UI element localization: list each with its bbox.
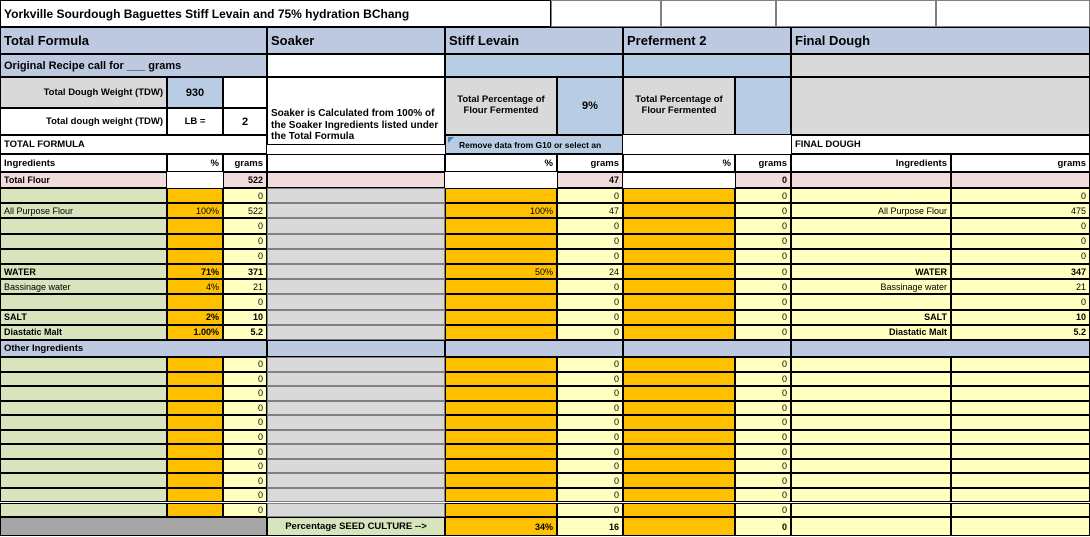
soaker-blank-1[interactable] — [267, 54, 445, 77]
tf-ingredient-pct-0[interactable] — [167, 188, 223, 203]
soaker-cell-9[interactable] — [267, 325, 445, 340]
header-total-formula: Total Formula — [0, 27, 267, 54]
p2-pct-2[interactable] — [623, 218, 735, 233]
fd-ingredient-grams-4[interactable] — [951, 415, 1090, 430]
fd-other-banner — [791, 340, 1090, 357]
p2-grams-6[interactable]: 0 — [735, 279, 791, 294]
tf-ingredient-grams-10[interactable]: 0 — [223, 503, 267, 518]
p2-grams-3[interactable]: 0 — [735, 401, 791, 416]
fd-total-flour-grams[interactable] — [951, 172, 1090, 188]
fd-ingredient-name-5[interactable] — [791, 430, 951, 445]
sl-total-flour-grams[interactable]: 47 — [557, 172, 623, 188]
soaker-cell-0[interactable] — [267, 188, 445, 203]
tf-ingredient-name-10[interactable] — [0, 503, 167, 518]
fd-ingredient-name-1[interactable]: All Purpose Flour — [791, 203, 951, 218]
fd-col-ingredients: Ingredients — [791, 154, 951, 172]
p2-pct-5[interactable] — [623, 430, 735, 445]
lb-equals-label: LB = — [167, 108, 223, 135]
tf-ingredient-pct-5[interactable]: 71% — [167, 264, 223, 279]
tf-ingredient-grams-0[interactable]: 0 — [223, 357, 267, 372]
tf-ingredient-name-1[interactable]: All Purpose Flour — [0, 203, 167, 218]
tf-ingredient-pct-1[interactable]: 100% — [167, 203, 223, 218]
tf-ingredient-grams-4[interactable]: 0 — [223, 249, 267, 264]
fd-ingredient-grams-10[interactable] — [951, 503, 1090, 518]
sl-grams-1[interactable]: 0 — [557, 372, 623, 387]
tf-ingredient-name-3[interactable] — [0, 401, 167, 416]
tf-ingredient-grams-1[interactable]: 0 — [223, 372, 267, 387]
tf-ingredient-pct-6[interactable] — [167, 444, 223, 459]
p2-pct-8[interactable] — [623, 310, 735, 325]
p2-grams-2[interactable]: 0 — [735, 386, 791, 401]
soaker-cell-6[interactable] — [267, 279, 445, 294]
soaker-cell-5[interactable] — [267, 430, 445, 445]
sl-grams-3[interactable]: 0 — [557, 401, 623, 416]
sl-grams-1[interactable]: 47 — [557, 203, 623, 218]
tf-ingredient-name-3[interactable] — [0, 234, 167, 249]
tf-ingredient-grams-2[interactable]: 0 — [223, 218, 267, 233]
p2-grams-4[interactable]: 0 — [735, 415, 791, 430]
fd-ingredient-grams-8[interactable]: 10 — [951, 310, 1090, 325]
stiff-levain-blue-bar — [445, 54, 623, 77]
p2-grams-1[interactable]: 0 — [735, 203, 791, 218]
tf-ingredient-name-5[interactable] — [0, 430, 167, 445]
sl-pct-1[interactable] — [445, 372, 557, 387]
sl-pct-8[interactable] — [445, 310, 557, 325]
final-dough-grey-1 — [791, 54, 1090, 77]
sl-grams-9[interactable]: 0 — [557, 325, 623, 340]
sl-grams-8[interactable]: 0 — [557, 473, 623, 488]
soaker-other-banner — [267, 340, 445, 357]
total-formula-section-label: TOTAL FORMULA — [0, 135, 267, 154]
header-stiff-levain: Stiff Levain — [445, 27, 623, 54]
sl-seed-culture-pct[interactable]: 34% — [445, 517, 557, 536]
tf-ingredient-pct-4[interactable] — [167, 415, 223, 430]
tf-col-grams: grams — [223, 154, 267, 172]
p2-grams-8[interactable]: 0 — [735, 310, 791, 325]
soaker-total-flour — [267, 172, 445, 188]
soaker-cell-8[interactable] — [267, 473, 445, 488]
preferment2-blue-bar — [623, 54, 791, 77]
tf-ingredient-name-9[interactable] — [0, 488, 167, 503]
fd-ingredient-grams-3[interactable] — [951, 401, 1090, 416]
fd-ingredient-name-0[interactable] — [791, 188, 951, 203]
sl-pct-7[interactable] — [445, 294, 557, 309]
fd-ingredient-grams-7[interactable]: 0 — [951, 294, 1090, 309]
tf-ingredient-name-2[interactable] — [0, 218, 167, 233]
tf-ingredient-pct-4[interactable] — [167, 249, 223, 264]
fd-bottom-grams[interactable] — [951, 517, 1090, 536]
tf-ingredient-grams-9[interactable]: 5.2 — [223, 325, 267, 340]
soaker-cell-1[interactable] — [267, 372, 445, 387]
tdw-value[interactable]: 930 — [167, 77, 223, 108]
fd-ingredient-name-8[interactable]: SALT — [791, 310, 951, 325]
soaker-note: Soaker is Calculated from 100% of the Soaker Ingredients listed under the Total Formula — [267, 77, 445, 145]
soaker-cell-1[interactable] — [267, 203, 445, 218]
p2-seed-culture-pct[interactable] — [623, 517, 735, 536]
fd-ingredient-grams-1[interactable]: 475 — [951, 203, 1090, 218]
fd-ingredient-name-1[interactable] — [791, 372, 951, 387]
fd-ingredient-grams-2[interactable]: 0 — [951, 218, 1090, 233]
sl-pct-2[interactable] — [445, 386, 557, 401]
fd-ingredient-grams-9[interactable]: 5.2 — [951, 325, 1090, 340]
tf-col-ingredients: Ingredients — [0, 154, 167, 172]
tf-ingredient-grams-7[interactable]: 0 — [223, 459, 267, 474]
original-recipe-call-label: Original Recipe call for ___ grams — [0, 54, 267, 77]
sl-grams-5[interactable]: 0 — [557, 430, 623, 445]
fd-ingredient-grams-3[interactable]: 0 — [951, 234, 1090, 249]
tf-ingredient-name-4[interactable] — [0, 249, 167, 264]
p2-pct-4[interactable] — [623, 415, 735, 430]
preferment2-flour-fermented-label: Total Percentage of Flour Fermented — [623, 77, 735, 135]
tf-ingredient-grams-8[interactable]: 10 — [223, 310, 267, 325]
fd-ingredient-name-6[interactable] — [791, 444, 951, 459]
p2-pct-0[interactable] — [623, 188, 735, 203]
sl-col-pct: % — [445, 154, 557, 172]
fd-ingredient-grams-7[interactable] — [951, 459, 1090, 474]
fd-ingredient-name-10[interactable] — [791, 503, 951, 518]
p2-pct-10[interactable] — [623, 503, 735, 518]
soaker-cell-3[interactable] — [267, 234, 445, 249]
p2-seed-culture-grams[interactable]: 0 — [735, 517, 791, 536]
final-dough-grey-2 — [791, 77, 1090, 135]
sl-pct-9[interactable] — [445, 488, 557, 503]
soaker-col-blank — [267, 154, 445, 172]
tf-ingredient-pct-3[interactable] — [167, 234, 223, 249]
fd-ingredient-name-8[interactable] — [791, 473, 951, 488]
sl-pct-1[interactable]: 100% — [445, 203, 557, 218]
fd-ingredient-name-2[interactable] — [791, 386, 951, 401]
soaker-cell-7[interactable] — [267, 294, 445, 309]
soaker-cell-6[interactable] — [267, 444, 445, 459]
fd-ingredient-grams-4[interactable]: 0 — [951, 249, 1090, 264]
p2-grams-5[interactable]: 0 — [735, 430, 791, 445]
tf-ingredient-grams-9[interactable]: 0 — [223, 488, 267, 503]
soaker-cell-7[interactable] — [267, 459, 445, 474]
sl-grams-10[interactable]: 0 — [557, 503, 623, 518]
seed-culture-label: Percentage SEED CULTURE --> — [267, 517, 445, 536]
tf-ingredient-name-8[interactable] — [0, 473, 167, 488]
tf-ingredient-name-6[interactable] — [0, 444, 167, 459]
tf-ingredient-pct-8[interactable]: 2% — [167, 310, 223, 325]
header-final-dough: Final Dough — [791, 27, 1090, 54]
sl-pct-3[interactable] — [445, 234, 557, 249]
sl-grams-2[interactable]: 0 — [557, 386, 623, 401]
sheet-title[interactable]: Yorkville Sourdough Baguettes Stiff Levain and 75% hydration BChang — [0, 0, 551, 27]
sl-grams-3[interactable]: 0 — [557, 234, 623, 249]
other-ingredients-label: Other Ingredients — [0, 340, 267, 357]
fd-total-flour-name[interactable] — [791, 172, 951, 188]
tf-ingredient-name-8[interactable]: SALT — [0, 310, 167, 325]
sl-pct-4[interactable] — [445, 249, 557, 264]
fd-ingredient-name-4[interactable] — [791, 249, 951, 264]
p2-grams-7[interactable]: 0 — [735, 294, 791, 309]
tf-ingredient-grams-6[interactable]: 0 — [223, 444, 267, 459]
fd-bottom-name[interactable] — [791, 517, 951, 536]
tf-ingredient-grams-6[interactable]: 21 — [223, 279, 267, 294]
p2-pct-4[interactable] — [623, 249, 735, 264]
tf-ingredient-grams-3[interactable]: 0 — [223, 234, 267, 249]
tf-ingredient-grams-5[interactable]: 371 — [223, 264, 267, 279]
fd-ingredient-name-7[interactable] — [791, 459, 951, 474]
header-preferment-2: Preferment 2 — [623, 27, 791, 54]
fd-ingredient-name-3[interactable] — [791, 234, 951, 249]
tf-ingredient-pct-5[interactable] — [167, 430, 223, 445]
tf-ingredient-pct-10[interactable] — [167, 503, 223, 518]
fd-ingredient-grams-9[interactable] — [951, 488, 1090, 503]
tf-ingredient-name-1[interactable] — [0, 372, 167, 387]
p2-pct-1[interactable] — [623, 372, 735, 387]
title-spacer-2 — [661, 0, 776, 27]
lb-value[interactable]: 2 — [223, 108, 267, 135]
fd-ingredient-grams-5[interactable]: 347 — [951, 264, 1090, 279]
fd-col-grams: grams — [951, 154, 1090, 172]
tf-ingredient-pct-7[interactable] — [167, 459, 223, 474]
p2-other-banner — [623, 340, 791, 357]
sl-grams-0[interactable]: 0 — [557, 357, 623, 372]
header-soaker: Soaker — [267, 27, 445, 54]
sl-pct-10[interactable] — [445, 503, 557, 518]
tf-ingredient-grams-2[interactable]: 0 — [223, 386, 267, 401]
soaker-cell-2[interactable] — [267, 218, 445, 233]
tf-col-pct: % — [167, 154, 223, 172]
sl-pct-7[interactable] — [445, 459, 557, 474]
stiff-levain-flour-fermented-value[interactable]: 9% — [557, 77, 623, 135]
soaker-cell-0[interactable] — [267, 357, 445, 372]
p2-pct-7[interactable] — [623, 459, 735, 474]
p2-grams-9[interactable]: 0 — [735, 488, 791, 503]
tf-ingredient-pct-8[interactable] — [167, 473, 223, 488]
soaker-cell-10[interactable] — [267, 503, 445, 518]
tf-ingredient-name-5[interactable]: WATER — [0, 264, 167, 279]
tf-ingredient-pct-0[interactable] — [167, 357, 223, 372]
fd-ingredient-grams-8[interactable] — [951, 473, 1090, 488]
p2-pct-6[interactable] — [623, 279, 735, 294]
sl-pct-5[interactable] — [445, 430, 557, 445]
tf-ingredient-pct-1[interactable] — [167, 372, 223, 387]
tf-total-flour-grams[interactable]: 522 — [223, 172, 267, 188]
stiff-levain-flour-fermented-label: Total Percentage of Flour Fermented — [445, 77, 557, 135]
p2-pct-7[interactable] — [623, 294, 735, 309]
p2-grams-2[interactable]: 0 — [735, 218, 791, 233]
stiff-levain-warning[interactable] — [445, 135, 623, 154]
final-dough-section-label: FINAL DOUGH — [791, 135, 1090, 154]
sl-pct-6[interactable] — [445, 444, 557, 459]
p2-pct-6[interactable] — [623, 444, 735, 459]
fd-ingredient-name-7[interactable] — [791, 294, 951, 309]
p2-col-pct: % — [623, 154, 735, 172]
sl-grams-4[interactable]: 0 — [557, 249, 623, 264]
sl-pct-3[interactable] — [445, 401, 557, 416]
tf-ingredient-grams-1[interactable]: 522 — [223, 203, 267, 218]
sl-pct-8[interactable] — [445, 473, 557, 488]
tf-ingredient-grams-0[interactable]: 0 — [223, 188, 267, 203]
tf-ingredient-name-0[interactable] — [0, 357, 167, 372]
p2-pct-3[interactable] — [623, 234, 735, 249]
fd-ingredient-grams-0[interactable] — [951, 357, 1090, 372]
fd-ingredient-grams-0[interactable]: 0 — [951, 188, 1090, 203]
tf-ingredient-name-0[interactable] — [0, 188, 167, 203]
title-spacer-3 — [776, 0, 936, 27]
tf-ingredient-name-7[interactable] — [0, 294, 167, 309]
tdw-spacer — [223, 77, 267, 108]
p2-grams-1[interactable]: 0 — [735, 372, 791, 387]
tf-ingredient-name-6[interactable]: Bassinage water — [0, 279, 167, 294]
p2-pct-2[interactable] — [623, 386, 735, 401]
tdw-label: Total Dough Weight (TDW) — [0, 77, 167, 108]
fd-ingredient-grams-6[interactable]: 21 — [951, 279, 1090, 294]
soaker-cell-5[interactable] — [267, 264, 445, 279]
p2-grams-3[interactable]: 0 — [735, 234, 791, 249]
fd-ingredient-grams-5[interactable] — [951, 430, 1090, 445]
p2-pct-5[interactable] — [623, 264, 735, 279]
p2-grams-4[interactable]: 0 — [735, 249, 791, 264]
soaker-cell-4[interactable] — [267, 415, 445, 430]
p2-grams-8[interactable]: 0 — [735, 473, 791, 488]
tf-ingredient-grams-8[interactable]: 0 — [223, 473, 267, 488]
tf-ingredient-grams-4[interactable]: 0 — [223, 415, 267, 430]
soaker-cell-8[interactable] — [267, 310, 445, 325]
p2-col-grams: grams — [735, 154, 791, 172]
tdw-lb-label: Total dough weight (TDW) — [0, 108, 167, 135]
sl-pct-0[interactable] — [445, 188, 557, 203]
fd-ingredient-name-0[interactable] — [791, 357, 951, 372]
sl-pct-6[interactable] — [445, 279, 557, 294]
p2-pct-3[interactable] — [623, 401, 735, 416]
tf-ingredient-grams-3[interactable]: 0 — [223, 401, 267, 416]
tf-ingredient-grams-5[interactable]: 0 — [223, 430, 267, 445]
tf-ingredient-pct-7[interactable] — [167, 294, 223, 309]
soaker-cell-3[interactable] — [267, 401, 445, 416]
sl-pct-0[interactable] — [445, 357, 557, 372]
tf-ingredient-name-7[interactable] — [0, 459, 167, 474]
p2-total-flour-grams[interactable]: 0 — [735, 172, 791, 188]
tf-ingredient-grams-7[interactable]: 0 — [223, 294, 267, 309]
fd-ingredient-name-9[interactable] — [791, 488, 951, 503]
fd-ingredient-name-6[interactable]: Bassinage water — [791, 279, 951, 294]
sl-grams-9[interactable]: 0 — [557, 488, 623, 503]
tf-total-flour-name[interactable]: Total Flour — [0, 172, 167, 188]
soaker-cell-9[interactable] — [267, 488, 445, 503]
sl-grams-0[interactable]: 0 — [557, 188, 623, 203]
sl-other-banner — [445, 340, 623, 357]
comment-marker-icon — [448, 137, 454, 143]
tf-ingredient-name-2[interactable] — [0, 386, 167, 401]
fd-ingredient-name-2[interactable] — [791, 218, 951, 233]
sl-pct-5[interactable]: 50% — [445, 264, 557, 279]
p2-grams-5[interactable]: 0 — [735, 264, 791, 279]
sl-grams-5[interactable]: 24 — [557, 264, 623, 279]
sl-seed-culture-grams[interactable]: 16 — [557, 517, 623, 536]
p2-grams-6[interactable]: 0 — [735, 444, 791, 459]
tf-ingredient-name-4[interactable] — [0, 415, 167, 430]
p2-grams-10[interactable]: 0 — [735, 503, 791, 518]
p2-pct-0[interactable] — [623, 357, 735, 372]
soaker-cell-4[interactable] — [267, 249, 445, 264]
p2-pct-9[interactable] — [623, 488, 735, 503]
stiff-levain-warning-text: Remove data from G10 or select an — [459, 139, 602, 150]
fd-ingredient-name-3[interactable] — [791, 401, 951, 416]
preferment2-flour-fermented-value[interactable] — [735, 77, 791, 135]
title-spacer-1 — [551, 0, 661, 27]
sl-grams-7[interactable]: 0 — [557, 294, 623, 309]
fd-ingredient-name-5[interactable]: WATER — [791, 264, 951, 279]
bottom-left-filler — [0, 517, 267, 536]
fd-ingredient-name-9[interactable]: Diastatic Malt — [791, 325, 951, 340]
p2-pct-8[interactable] — [623, 473, 735, 488]
p2-grams-9[interactable]: 0 — [735, 325, 791, 340]
sl-grams-6[interactable]: 0 — [557, 279, 623, 294]
sl-grams-6[interactable]: 0 — [557, 444, 623, 459]
tf-ingredient-name-9[interactable]: Diastatic Malt — [0, 325, 167, 340]
fd-ingredient-grams-1[interactable] — [951, 372, 1090, 387]
soaker-cell-2[interactable] — [267, 386, 445, 401]
fd-ingredient-grams-6[interactable] — [951, 444, 1090, 459]
sl-grams-7[interactable]: 0 — [557, 459, 623, 474]
sl-pct-9[interactable] — [445, 325, 557, 340]
p2-pct-9[interactable] — [623, 325, 735, 340]
tf-ingredient-pct-3[interactable] — [167, 401, 223, 416]
p2-grams-0[interactable]: 0 — [735, 188, 791, 203]
tf-ingredient-pct-9[interactable]: 1.00% — [167, 325, 223, 340]
tf-ingredient-pct-9[interactable] — [167, 488, 223, 503]
fd-ingredient-grams-2[interactable] — [951, 386, 1090, 401]
p2-grams-0[interactable]: 0 — [735, 357, 791, 372]
sl-grams-2[interactable]: 0 — [557, 218, 623, 233]
title-spacer-4 — [936, 0, 1090, 27]
tf-ingredient-pct-6[interactable]: 4% — [167, 279, 223, 294]
sl-col-grams: grams — [557, 154, 623, 172]
p2-pct-1[interactable] — [623, 203, 735, 218]
sl-grams-4[interactable]: 0 — [557, 415, 623, 430]
sl-pct-4[interactable] — [445, 415, 557, 430]
sl-grams-8[interactable]: 0 — [557, 310, 623, 325]
tf-ingredient-pct-2[interactable] — [167, 218, 223, 233]
fd-ingredient-name-4[interactable] — [791, 415, 951, 430]
tf-ingredient-pct-2[interactable] — [167, 386, 223, 401]
sl-pct-2[interactable] — [445, 218, 557, 233]
p2-grams-7[interactable]: 0 — [735, 459, 791, 474]
